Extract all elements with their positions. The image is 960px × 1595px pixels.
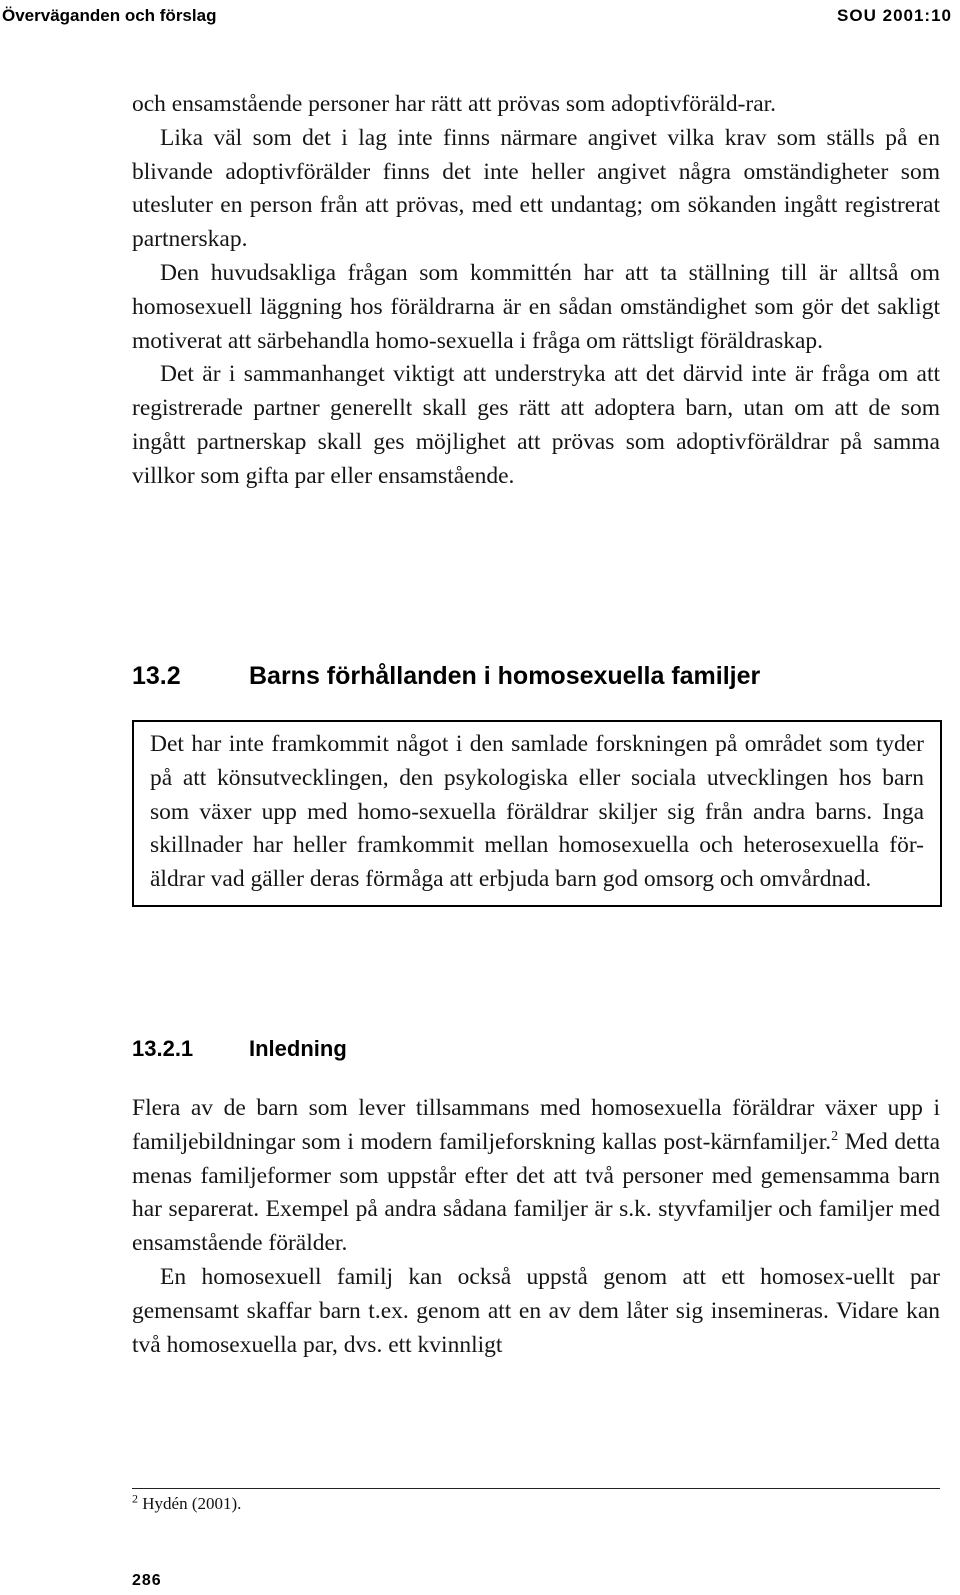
footnote-mark: 2 (132, 1491, 138, 1506)
paragraph: Den huvudsakliga frågan som kommittén har att ta ställning till är alltså om homosexuell läggning hos föräldrarna är en sådan omständighet som gör det sakligt motiverat att särbehandla homo-sexuella i fråga om rättsligt föräldraskap. (132, 259, 940, 354)
subsection-title: Inledning (249, 1036, 347, 1061)
body-text-top (132, 88, 940, 494)
summary-box (132, 720, 942, 907)
page-number: 286 (132, 1572, 162, 1589)
header-section-title: Överväganden och förslag (2, 6, 217, 25)
paragraph-text: Flera av de barn som lever tillsammans med homosexuella föräldrar växer upp i familjebildningar som i modern familjeforskning kallas post-kärnfamiljer. (132, 1095, 940, 1155)
section-number: 13.2 (132, 662, 181, 690)
paragraph-text: Med detta menas familjeformer som uppstår efter det att två personer med gemensamma barn har separerat. Exempel på andra sådana familjer är s.k. styvfamiljer och familjer med ensamstående förälder. (132, 1128, 940, 1257)
header-report-id: SOU 2001:10 (837, 6, 952, 25)
section-heading-13-2 (132, 662, 760, 691)
running-header (0, 0, 960, 34)
paragraph: Lika väl som det i lag inte finns närmare angivet vilka krav som ställs på en blivande adoptivförälder finns det inte heller angivet några omständigheter som utesluter en person från att prövas, med ett undantag; om sökanden ingått registrerat partnerskap. (132, 124, 940, 253)
footnote-text: Hydén (2001). (138, 1494, 242, 1513)
footnote-reference[interactable]: 2 (831, 1128, 839, 1144)
body-text-inledning (132, 1092, 940, 1362)
section-title: Barns förhållanden i homosexuella familjer (249, 662, 761, 690)
paragraph (132, 1092, 940, 1261)
footnote (132, 1491, 242, 1514)
paragraph: och ensamstående personer har rätt att prövas som adoptivföräld-rar. (132, 91, 777, 117)
paragraph: En homosexuell familj kan också uppstå genom att ett homosex-uellt par gemensamt skaffar barn t.ex. genom att en av dem låter sig insemineras. Vidare kan två homosexuella par, dvs. ett kvinnligt (132, 1263, 940, 1358)
footnote-separator (132, 1488, 940, 1489)
subsection-heading-13-2-1 (132, 1036, 347, 1062)
paragraph: Det är i sammanhanget viktigt att understryka att det därvid inte är fråga om att registrerade partner generellt skall ges rätt att adoptera barn, utan om att de som ingått partnerskap skall ges möjlighet att prövas som adoptivföräldrar på samma villkor som gifta par eller ensamstående. (132, 361, 940, 489)
subsection-number: 13.2.1 (132, 1036, 194, 1061)
summary-text: Det har inte framkommit något i den samlade forskningen på området som tyder på att könsutvecklingen, den psykologiska eller sociala utvecklingen hos barn som växer upp med homo-sexuella föräldrar skiljer sig från andra barns. Inga skillnader har heller framkommit mellan homosexuella och heterosexuella för-äldrar vad gäller deras förmåga att erbjuda barn god omsorg och omvårdnad. (150, 731, 924, 893)
